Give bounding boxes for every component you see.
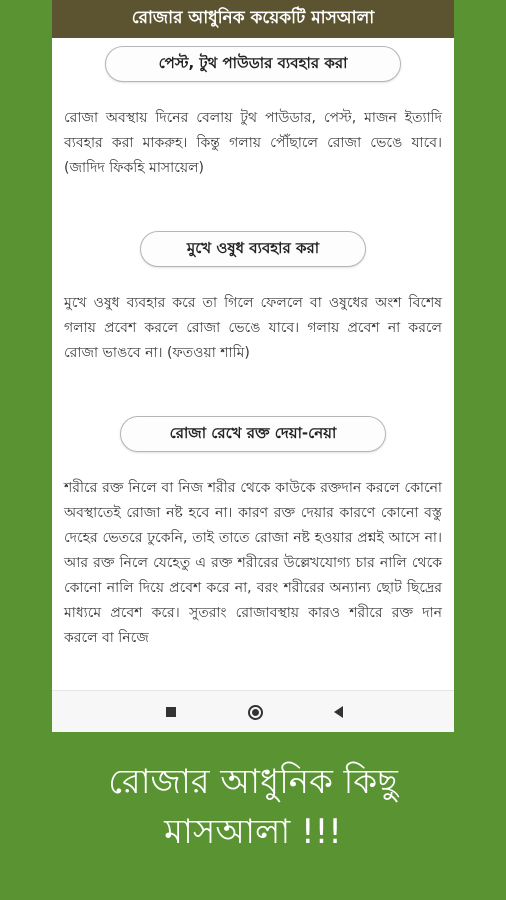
recents-button[interactable] xyxy=(146,691,196,732)
app-title: রোজার আধুনিক কয়েকটি মাসআলা xyxy=(131,8,375,28)
section-heading-toothpaste[interactable]: পেস্ট, টুথ পাউডার ব্যবহার করা xyxy=(105,46,401,82)
article-content[interactable] xyxy=(52,38,454,690)
circle-icon xyxy=(248,705,263,720)
square-icon xyxy=(166,707,176,717)
section-body-blood: শরীরে রক্ত নিলে বা নিজ শরীর থেকে কাউকে রক্তদান করলে কোনো অবস্থাতেই রোজা নষ্ট হবে না। কারণ রক্ত দেয়ার কারণে কোনো বস্তু দেহের ভেতরে ঢুকেনি, তাই তাতে রোজা নষ্ট হওয়ার প্রশ্নই আসে না। আর রক্ত নিলে যেহেতু এ রক্ত শরীরের উল্লেখযোগ্য চার নালি থেকে কোনো নালি দিয়ে প্রবেশ করে না, বরং শরীরের অন্যান্য ছোট ছিদ্রের মাধ্যমে প্রবেশ করে। সুতরাং রোজাবস্থায় কারও শরীরে রক্ত দান করলে বা নিজে xyxy=(64,480,442,646)
section-heading-medicine[interactable]: মুখে ওষুধ ব্যবহার করা xyxy=(140,231,366,267)
android-nav-bar xyxy=(52,690,454,732)
phone-screen xyxy=(52,0,454,732)
back-button[interactable] xyxy=(313,691,363,732)
caption-line-2: মাসআলা !!! xyxy=(164,812,342,852)
triangle-back-icon xyxy=(334,706,343,718)
promo-caption xyxy=(0,757,506,857)
section-body-toothpaste: রোজা অবস্থায় দিনের বেলায় টুথ পাউডার, পেস্ট, মাজন ইত্যাদি ব্যবহার করা মাকরুহ। কিন্তু গলায় পৌঁছালে রোজা ভেঙে যাবে। (জাদিদ ফিকহি মাসায়েল) xyxy=(64,110,442,176)
section-heading-blood[interactable]: রোজা রেখে রক্ত দেয়া-নেয়া xyxy=(120,416,386,452)
home-button[interactable] xyxy=(230,691,280,732)
caption-line-1: রোজার আধুনিক কিছু xyxy=(108,762,398,802)
section-body-medicine: মুখে ওষুধ ব্যবহার করে তা গিলে ফেললে বা ওষুধের অংশ বিশেষ গলায় প্রবেশ করলে রোজা ভেঙে যাবে। গলায় প্রবেশ না করলে রোজা ভাঙবে না। (ফতওয়া শামি) xyxy=(64,295,442,361)
app-title-bar xyxy=(52,0,454,38)
